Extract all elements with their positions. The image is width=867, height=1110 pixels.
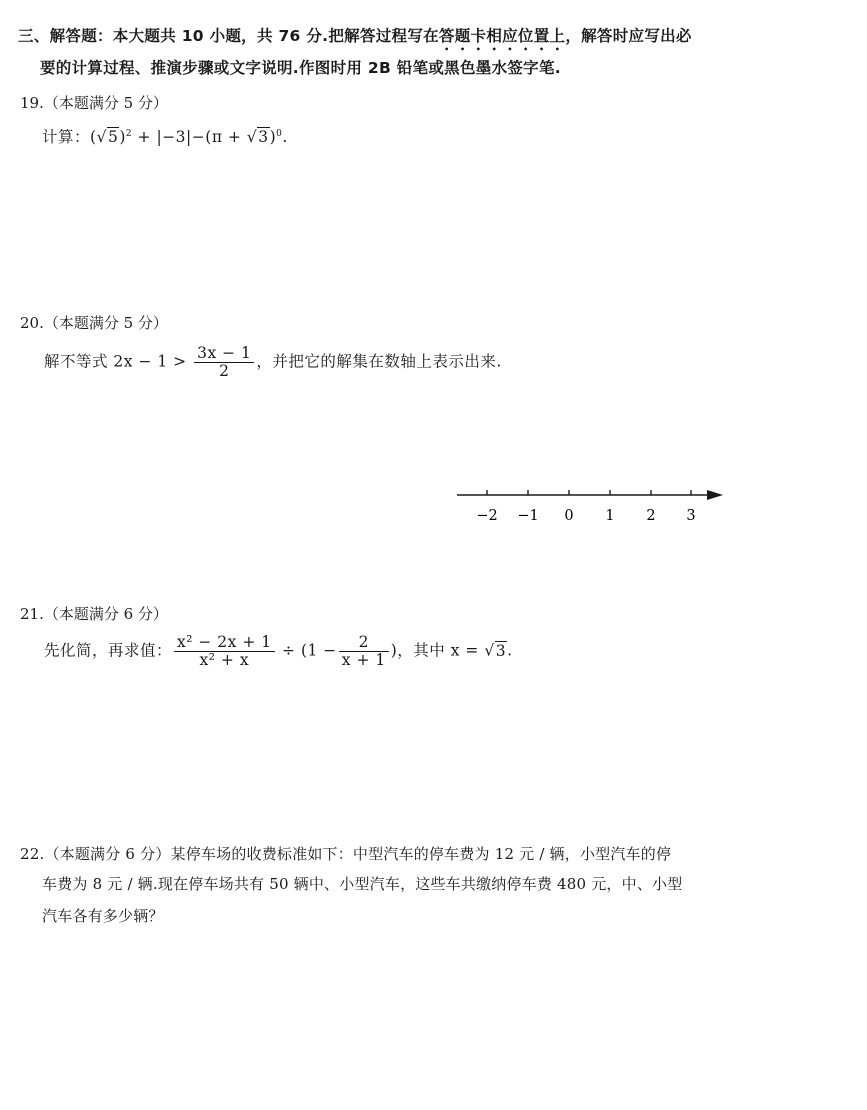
q19-close: ) <box>269 128 277 146</box>
tick-label: −1 <box>517 508 539 524</box>
emphasized-text: 答题卡相应位置上 <box>438 27 566 45</box>
q21-frac1-den: x² + x <box>199 651 250 669</box>
q20-fraction <box>194 345 254 380</box>
q19-sqrt3: 3 <box>258 128 269 146</box>
q19-sqrt5: 5 <box>107 128 119 146</box>
q19-minus: − <box>191 128 206 146</box>
tick-label: 1 <box>605 508 615 524</box>
q20-prefix: 解不等式 2x − 1 > <box>44 352 187 371</box>
q20-suffix: ，并把它的解集在数轴上表示出来. <box>256 352 502 371</box>
question-20-expression <box>44 345 502 380</box>
q19-pi-part: (π + <box>205 128 247 146</box>
q19-plus: + <box>132 128 157 146</box>
q19-exponent-zero: 0 <box>276 128 283 139</box>
question-22-line1: 22.（本题满分 6 分）某停车场的收费标准如下：中型汽车的停车费为 12 元 / 辆，小型汽车的停 <box>20 845 672 863</box>
q19-abs: |−3| <box>156 128 192 146</box>
question-21-header: 21.（本题满分 6 分） <box>20 605 168 623</box>
section-header-text-end: ，解答时应写出必 <box>565 27 692 45</box>
q21-fraction-1 <box>174 634 275 669</box>
q21-fraction-2 <box>339 634 389 669</box>
q21-frac2-den: x + 1 <box>341 651 386 669</box>
q21-frac1-num: x² − 2x + 1 <box>174 634 275 652</box>
question-19-expression: 计算：$(√5)^2 + |-3|-(\pi + √3)^0$. <box>42 128 288 146</box>
question-22-line3: 汽车各有多少辆？ <box>42 907 164 925</box>
q21-frac2-num: 2 <box>339 634 389 652</box>
tick-label: 0 <box>564 508 574 524</box>
q19-prefix: 计算： <box>42 128 91 146</box>
q21-close: )，其中 x = <box>390 641 479 660</box>
q20-frac-num: 3x − 1 <box>194 345 254 363</box>
question-21-expression: 先化简，再求值： $\frac{\text{x² − 2x + 1}}{\text{x² + x}}$ ÷ (1 − $\frac{2}{x + 1}$ )，其中 x = √3. <box>44 633 513 669</box>
question-22-line2: 车费为 8 元 / 辆.现在停车场共有 50 辆中、小型汽车，这些车共缴纳停车费 480 元，中、小型 <box>42 875 683 893</box>
q21-sqrt3: 3 <box>495 641 507 660</box>
tick-label: 3 <box>686 508 696 524</box>
q20-frac-den: 2 <box>219 362 230 380</box>
question-20-header: 20.（本题满分 5 分） <box>20 314 168 332</box>
tick-label: −2 <box>476 508 498 524</box>
section-header-text: 三、解答题：本大题共 10 小题，共 76 分.把解答过程写在 <box>18 27 439 45</box>
number-line-arrow <box>707 490 723 500</box>
q21-end: . <box>507 641 513 660</box>
section-header-line1 <box>18 24 692 54</box>
section-header-line2: 要的计算过程、推演步骤或文字说明.作图时用 2B 铅笔或黑色墨水签字笔. <box>40 59 561 77</box>
q19-exponent: 2 <box>125 128 133 139</box>
q19-end: . <box>282 128 288 146</box>
q21-prefix: 先化简，再求值： <box>44 641 173 660</box>
tick-label: 2 <box>646 508 656 524</box>
q21-divide: ÷ (1 − <box>276 641 337 660</box>
question-19-header: 19.（本题满分 5 分） <box>20 94 168 112</box>
number-line <box>455 482 730 532</box>
